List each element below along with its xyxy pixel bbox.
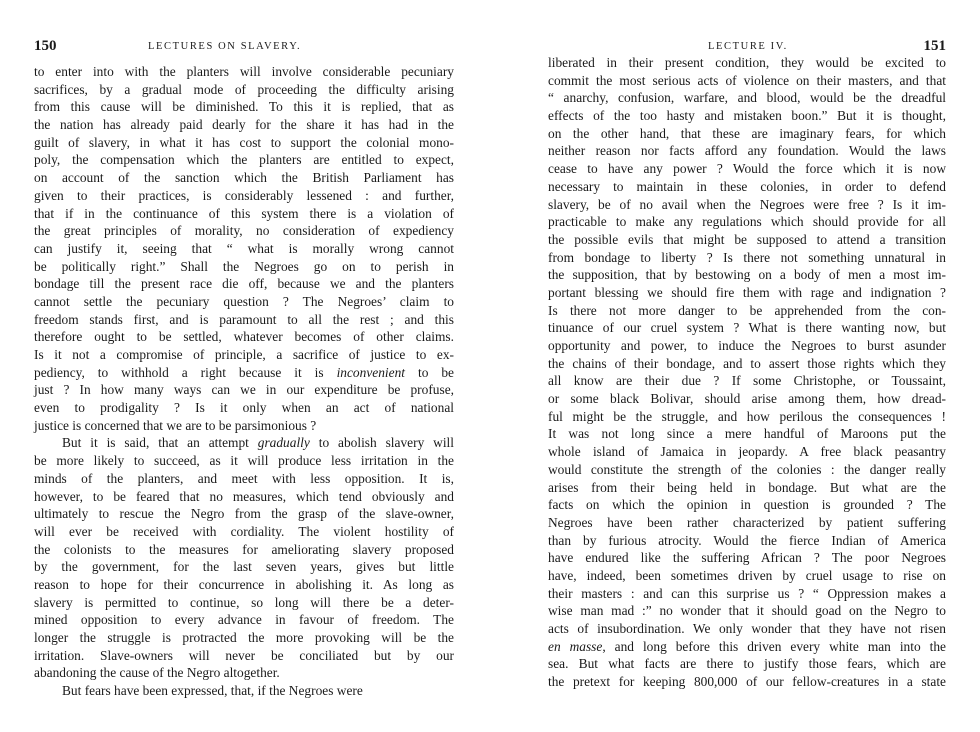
text-line: portant blessing we should fire them with rage and indignation ? xyxy=(548,284,946,300)
text-line: necessary to maintain in these colonies, in order to defend xyxy=(548,178,946,194)
text-line: guilt of slavery, in what it has cost to support the colonial mono- xyxy=(34,134,454,150)
page-number: 151 xyxy=(923,38,946,54)
text-line: can justify it, seeing that “ what is morally wrong cannot xyxy=(34,240,454,256)
running-head: LECTURES ON SLAVERY. xyxy=(148,41,302,52)
text-line: therefore ought to be settled, whatever becomes of other claims. xyxy=(34,329,454,345)
text-line: or some black Bolivar, should arise among them, how dread- xyxy=(548,391,946,407)
text-line: Negroes have been rather characterized by patient suffering xyxy=(548,514,946,530)
text-line: “ anarchy, confusion, warfare, and blood, would be the dreadful xyxy=(548,90,946,106)
text-line: poly, the compensation which the planters are entitled to expect, xyxy=(34,152,454,168)
text-line: be politically right.” Shall the Negroes go on to perish in xyxy=(34,258,454,274)
text-line: from this cause will be diminished. To this it is replied, that as xyxy=(34,99,454,115)
text-line: pediency, to withhold a right because it is inconvenient to be xyxy=(34,364,454,380)
text-line: however, to be feared that no measures, which tend obviously and xyxy=(34,488,454,504)
text-line: en masse, and long before this driven every white man into the xyxy=(548,638,946,654)
text-line: reason to hope for their concurrence in abolishing it. As long as xyxy=(34,576,454,592)
text-line: to enter into with the planters will involve considerable pecuniary xyxy=(34,64,454,79)
text-line: would constitute the strength of the colonies : the danger really xyxy=(548,461,946,477)
text-line: the colonists to the measures for ameliorating slavery proposed xyxy=(34,541,454,557)
running-head: LECTURE IV. xyxy=(708,41,788,52)
text-line: their masters : and can this surprise us ? “ Oppression makes a xyxy=(548,585,946,601)
text-line: bondage till the present race die off, because we and the planters xyxy=(34,276,454,292)
text-line: practicable to make any regulations which should provide for all xyxy=(548,214,946,230)
text-line: wise man mad :” no wonder that it should goad on the Negro to xyxy=(548,603,946,619)
text-line: the supposition, that by bestowing on a body of men a most im- xyxy=(548,267,946,283)
text-line: neither reason nor facts afford any foundation. Would the laws xyxy=(548,143,946,159)
text-line: slavery, be of no avail when the Negroes were free ? Is it im- xyxy=(548,196,946,212)
text-line: given to their practices, is considerably lessened : and further, xyxy=(34,187,454,203)
text-line: the chains of their bondage, and to assert those rights which they xyxy=(548,355,946,371)
text-line: irritation. Slave-owners will never be conciliated but by our xyxy=(34,647,454,663)
page-number: 150 xyxy=(34,38,57,54)
text-line: whole island of Jamaica in jeopardy. A free black peasantry xyxy=(548,444,946,460)
text-line: all know are their due ? If some Christophe, or Toussaint, xyxy=(548,373,946,389)
text-line: cease to have any power ? Would the force which it is now xyxy=(548,161,946,177)
text-line: But it is said, that an attempt gradually to abolish slavery will xyxy=(62,435,454,451)
text-line: have endured like the suffering African ? The poor Negroes xyxy=(548,550,946,566)
text-line: acts of insubordination. We only wonder that they have not risen xyxy=(548,621,946,636)
text-line: facts on which the opinion in question is grounded ? The xyxy=(548,497,946,513)
text-line: effects of the too hasty and mistaken boon.” But it is thought, xyxy=(548,108,946,124)
text-line: than by furious atrocity. Would the fierce Indian of America xyxy=(548,532,946,548)
text-line: even to prodigality ? Is it only when an act of national xyxy=(34,400,454,416)
text-line: justice is concerned that we are to be parsimonious ? xyxy=(34,417,317,433)
text-line: will ever be received with cordiality. The violent hostility of xyxy=(34,523,454,539)
text-line: mined opposition to every advance in favour of freedom. The xyxy=(34,612,454,628)
text-line: tinuance of our cruel system ? What is there wanting now, but xyxy=(548,320,946,336)
text-line: from bondage to liberty ? Is there not something unnatural in xyxy=(548,249,946,265)
text-line: the possible evils that might be supposed to attend a transition xyxy=(548,231,946,247)
text-line: liberated in their present condition, they would be excited to xyxy=(548,55,946,70)
text-line: sacrifices, by a gradual mode of proceeding the difficulty arising xyxy=(34,81,454,97)
text-line: the great principles of morality, no consideration of expediency xyxy=(34,223,454,239)
text-line: But fears have been expressed, that, if the Negroes were xyxy=(62,683,363,699)
text-line: commit the most serious acts of violence on their masters, and that xyxy=(548,72,946,88)
text-line: arises from their being held in bondage. But what are the xyxy=(548,479,946,495)
text-line: abandoning the cause of the Negro altogether. xyxy=(34,665,280,681)
text-line: on the other hand, that these are imaginary fears, for which xyxy=(548,125,946,141)
text-line: on account of the sanction which the British Parliament has xyxy=(34,170,454,186)
text-line: minds of the planters, and meet with less opposition. It is, xyxy=(34,470,454,486)
text-line: the pretext for keeping 800,000 of our fellow-creatures in a state xyxy=(548,674,946,690)
text-line: ful might be the struggle, and how perilous the consequences ! xyxy=(548,408,946,424)
text-line: the nation has already paid dearly for the share it has had in the xyxy=(34,117,454,133)
text-line: have, indeed, been sometimes driven by cruel usage to rise on xyxy=(548,567,946,583)
text-line: freedom stands first, and is paramount to all the rest ; and this xyxy=(34,311,454,327)
text-line: Is there not more danger to be apprehended from the con- xyxy=(548,302,946,318)
text-line: ultimately to rescue the Negro from the grasp of the slave-owner, xyxy=(34,506,454,522)
left-page-header xyxy=(34,38,454,56)
text-line: Is it not a compromise of principle, a sacrifice of justice to ex- xyxy=(34,347,454,362)
text-line: opportunity and power, to induce the Negroes to burst asunder xyxy=(548,338,946,353)
text-line: sea. But what facts are there to justify those fears, which are xyxy=(548,656,946,672)
text-line: longer the struggle is protracted the more provoking will be the xyxy=(34,630,454,645)
right-page-body xyxy=(548,54,946,691)
text-line: by the government, for the last seven years, gives but little xyxy=(34,559,454,575)
text-line: just ? In how many ways can we in our expenditure be profuse, xyxy=(34,382,454,398)
text-line: that if in the continuance of this system there is a violation of xyxy=(34,205,454,221)
text-line: It was not long since a mere handful of Maroons put the xyxy=(548,426,946,442)
text-line: cannot settle the pecuniary question ? The Negroes’ claim to xyxy=(34,293,454,309)
left-page-body xyxy=(34,63,454,700)
text-line: slavery is permitted to continue, so long will there be a deter- xyxy=(34,594,454,610)
text-line: be more likely to succeed, as it will produce less irritation in the xyxy=(34,453,454,469)
